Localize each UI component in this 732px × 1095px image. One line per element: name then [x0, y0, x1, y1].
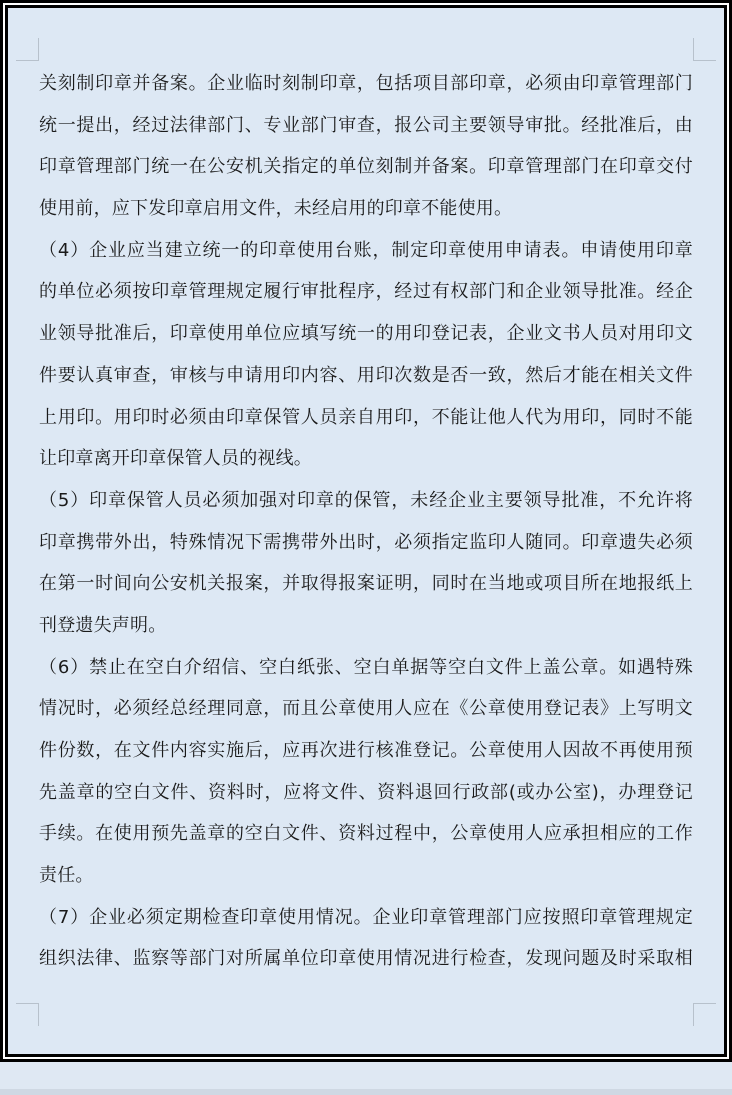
text-line: （5）印章保管人员必须加强对印章的保管，未经企业主要领导批准，不允许将 — [39, 489, 693, 511]
text-line: 统一提出，经过法律部门、专业部门审查，报公司主要领导审批。经批准后，由 — [39, 114, 693, 136]
text-line: 组织法律、监察等部门对所属单位印章使用情况进行检查，发现问题及时采取相 — [39, 948, 693, 970]
page-border-inner — [3, 3, 729, 1059]
margin-corner-bottom-left — [16, 1003, 39, 1026]
text-line: 上用印。用印时必须由印章保管人员亲自用印，不能让他人代为用印，同时不能 — [39, 406, 693, 428]
text-line: 使用前，应下发印章启用文件，未经启用的印章不能使用。 — [39, 198, 513, 220]
text-line: 关刻制印章并备案。企业临时刻制印章，包括项目部印章，必须由印章管理部门 — [39, 73, 693, 94]
document-body[interactable] — [39, 63, 693, 980]
text-line: 手续。在使用预先盖章的空白文件、资料过程中，公章使用人应承担相应的工作 — [39, 823, 693, 845]
margin-corner-bottom-right — [693, 1003, 716, 1026]
text-line: （7）企业必须定期检查印章使用情况。企业印章管理部门应按照印章管理规定 — [39, 906, 693, 928]
text-line: 印章管理部门统一在公安机关指定的单位刻制并备案。印章管理部门在印章交付 — [39, 156, 693, 178]
text-line: 在第一时间向公安机关报案，并取得报案证明，同时在当地或项目所在地报纸上 — [39, 573, 693, 595]
document-page — [8, 8, 724, 1054]
text-line: （4）企业应当建立统一的印章使用台账，制定印章使用申请表。申请使用印章 — [39, 239, 693, 261]
text-line: 件份数，在文件内容实施后，应再次进行核准登记。公章使用人因故不再使用预 — [39, 740, 693, 761]
document-background — [0, 1062, 732, 1095]
page-border-inner2 — [5, 5, 727, 1057]
text-line: （6）禁止在空白介绍信、空白纸张、空白单据等空白文件上盖公章。如遇特殊 — [39, 656, 693, 678]
scroll-shadow — [0, 1089, 732, 1095]
margin-corner-top-right — [693, 38, 716, 61]
text-line: 印章携带外出，特殊情况下需携带外出时，必须指定监印人随同。印章遗失必须 — [39, 531, 693, 553]
text-line: 先盖章的空白文件、资料时，应将文件、资料退回行政部(或办公室)，办理登记 — [39, 781, 693, 803]
text-line: 责任。 — [39, 865, 94, 887]
text-line: 的单位必须按印章管理规定履行审批程序，经过有权部门和企业领导批准。经企 — [39, 281, 693, 303]
text-line: 让印章离开印章保管人员的视线。 — [39, 448, 312, 470]
text-line: 业领导批准后，印章使用单位应填写统一的用印登记表，企业文书人员对用印文 — [39, 323, 693, 345]
margin-corner-top-left — [16, 38, 39, 61]
text-line: 刊登遗失声明。 — [39, 614, 167, 636]
text-line: 情况时，必须经总经理同意，而且公章使用人应在《公章使用登记表》上写明文 — [39, 698, 693, 720]
text-line: 件要认真审查，审核与申请用印内容、用印次数是否一致，然后才能在相关文件 — [39, 364, 693, 386]
